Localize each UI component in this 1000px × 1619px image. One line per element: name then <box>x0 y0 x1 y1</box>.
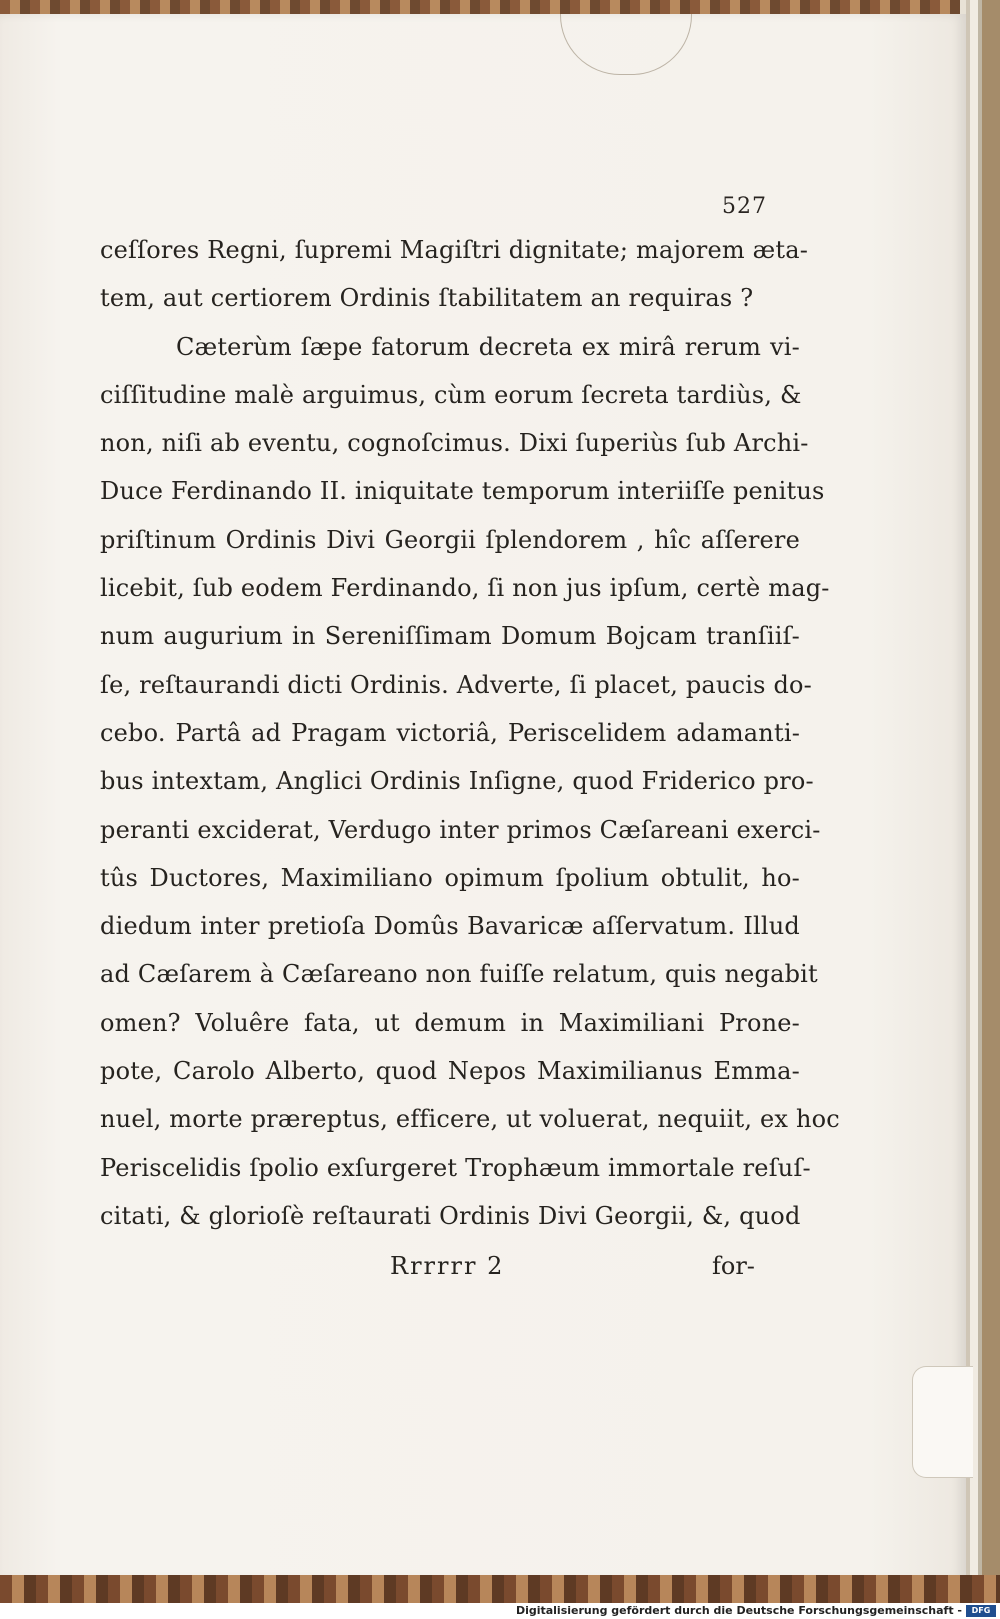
text-line: ceſſores Regni, ſupremi Magiſtri dignitate; majorem æta- <box>100 236 809 264</box>
text-line: non, niſi ab eventu, cognoſcimus. Dixi ſuperiùs ſub Archi- <box>100 429 809 458</box>
text-line: cebo. Partâ ad Pragam victoriâ, Periscelidem adamanti- <box>100 718 800 747</box>
bookmark-tab <box>912 1366 973 1478</box>
text-line: peranti exciderat, Verdugo inter primos Cæſareani exerci- <box>100 815 821 844</box>
text-line: num augurium in Sereniſſimam Domum Bojcam tranſiiſ- <box>100 622 800 651</box>
text-line: tem, aut certiorem Ordinis ſtabilitatem an requiras ? <box>100 284 754 313</box>
text-line: tûs Ductores, Maximiliano opimum ſpolium obtulit, ho- <box>100 863 800 892</box>
text-line: diedum inter pretioſa Domûs Bavaricæ aſſervatum. Illud <box>100 912 800 941</box>
text-line: ad Cæſarem à Cæſareano non fuiſſe relatum, quis negabit <box>100 960 818 989</box>
signature-mark: Rrrrrr 2 <box>390 1252 505 1280</box>
funding-credit: Digitalisierung gefördert durch die Deutsche Forschungsgemeinschaft - <box>515 1604 962 1617</box>
footer-bar <box>0 1603 1000 1619</box>
book-bottom-edge <box>0 1575 1000 1603</box>
text-line: pote, Carolo Alberto, quod Nepos Maximilianus Emma- <box>100 1057 800 1086</box>
page-footer-line <box>100 1242 760 1290</box>
text-line: licebit, ſub eodem Ferdinando, ſi non jus ipſum, certè mag- <box>100 574 830 603</box>
book-page <box>0 14 966 1580</box>
text-line: ciſſitudine malè arguimus, cùm eorum ſecreta tardiùs, & <box>100 380 802 409</box>
text-line: citati, & glorioſè reſtaurati Ordinis Divi Georgii, &, quod <box>100 1201 801 1230</box>
text-line: Duce Ferdinando II. iniquitate temporum interiiſſe penitus <box>100 477 825 506</box>
main-text <box>100 226 840 1240</box>
book-right-edge <box>960 0 1000 1603</box>
text-line: ſe, reſtaurandi dicti Ordinis. Adverte, ſi placet, paucis do- <box>100 670 812 699</box>
text-line: bus intextam, Anglici Ordinis Inſigne, quod Friderico pro- <box>100 767 814 796</box>
paper-curl-mark <box>560 14 692 75</box>
text-line: priſtinum Ordinis Divi Georgii ſplendorem , hîc aſſerere <box>100 525 800 554</box>
catchword: for- <box>712 1252 755 1280</box>
dfg-logo: DFG <box>966 1605 996 1617</box>
text-line: omen? Voluêre fata, ut demum in Maximiliani Prone- <box>100 1008 800 1037</box>
text-line: Periscelidis ſpolio exſurgeret Trophæum immortale reſuſ- <box>100 1153 811 1182</box>
page-number: 527 <box>722 194 767 219</box>
text-line: nuel, morte præreptus, efficere, ut voluerat, nequiit, ex hoc <box>100 1105 840 1134</box>
text-line: Cæterùm ſæpe fatorum decreta ex mirâ rerum vi- <box>176 332 800 361</box>
